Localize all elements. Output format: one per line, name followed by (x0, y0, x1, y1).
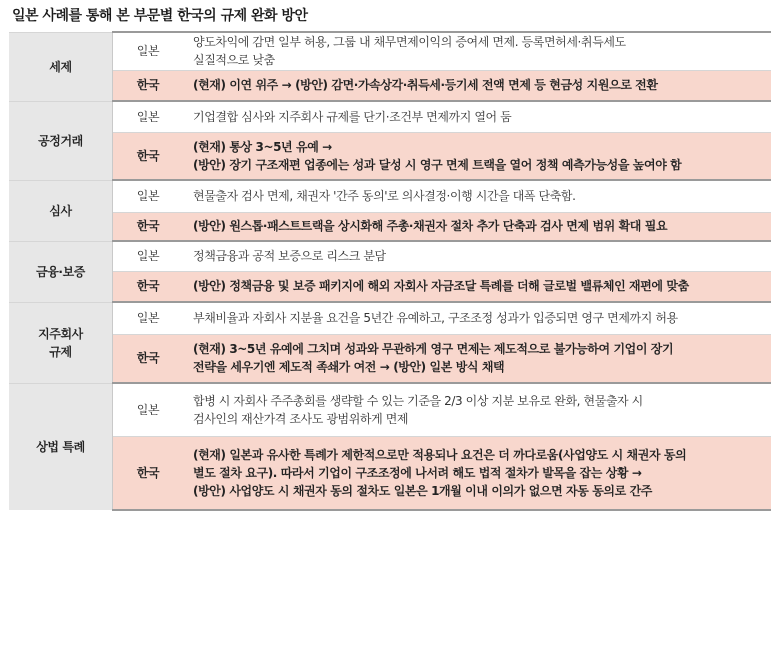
table-row (9, 302, 771, 334)
text-line: 별도 절차 요구). 따라서 기업이 구조조정에 나서려 해도 법적 절차가 발목을 잡는 상황 → (193, 465, 642, 480)
korea-measure-text (183, 70, 771, 101)
country-label-korea: 한국 (113, 436, 184, 510)
table-row (9, 212, 771, 241)
category-cell (9, 241, 113, 302)
country-label-korea: 한국 (113, 70, 184, 101)
korea-measure-text (183, 436, 771, 510)
table-row (9, 271, 771, 302)
table-row (9, 101, 771, 132)
category-label: 금융·보증 (36, 264, 85, 279)
category-label: 지주회사 (38, 326, 83, 341)
text-line: (현재) 일본과 유사한 특례가 제한적으로만 적용되나 요건은 더 까다로움(사업양도 시 채권자 동의 (193, 447, 687, 462)
category-label: 심사 (49, 203, 72, 218)
text-line: 양도차익에 감면 일부 허용, 그룹 내 채무면제이익의 증여세 면제. 등록면허세·취득세도 (193, 35, 626, 50)
japan-case-text (183, 241, 771, 271)
table-row (9, 180, 771, 212)
country-label-korea: 한국 (113, 132, 184, 180)
korea-measure-text (183, 132, 771, 180)
category-cell (9, 32, 113, 101)
table-row (9, 70, 771, 101)
korea-measure-text (183, 212, 771, 241)
text-line: 부채비율과 자회사 지분율 요건을 5년간 유예하고, 구조조정 성과가 입증되면 영구 면제까지 허용 (193, 311, 678, 326)
category-cell (9, 180, 113, 241)
korea-measure-text (183, 271, 771, 302)
japan-case-text (183, 32, 771, 70)
text-line: 검사인의 재산가격 조사도 광범위하게 면제 (193, 411, 409, 426)
regulation-comparison-table (9, 31, 771, 511)
table-row (9, 334, 771, 383)
table-row (9, 32, 771, 70)
text-line: (현재) 이연 위주 → (방안) 감면·가속상각·취득세·등기세 전액 면제 등 현금성 지원으로 전환 (193, 78, 658, 93)
country-label-korea: 한국 (113, 334, 184, 383)
text-line: 실질적으로 낮춤 (193, 53, 275, 68)
category-cell (9, 383, 113, 510)
country-label-japan: 일본 (113, 32, 184, 70)
text-line: 기업결합 심사와 지주회사 규제를 단기·조건부 면제까지 열어 둠 (193, 109, 512, 124)
text-line: (방안) 정책금융 및 보증 패키지에 해외 자회사 자금조달 특례를 더해 글로벌 밸류체인 재편에 맞춤 (193, 279, 689, 294)
text-line: 전략을 세우기엔 제도적 족쇄가 여전 → (방안) 일본 방식 채택 (193, 360, 505, 375)
country-label-korea: 한국 (113, 271, 184, 302)
category-cell (9, 302, 113, 383)
country-label-japan: 일본 (113, 101, 184, 132)
text-line: 현물출자 검사 면제, 채권자 '간주 동의'로 의사결정·이행 시간을 대폭 단축함. (193, 189, 576, 204)
text-line: (현재) 3~5년 유예에 그치며 성과와 무관하게 영구 면제는 제도적으로 불가능하여 기업이 장기 (193, 342, 674, 357)
category-cell (9, 101, 113, 180)
category-label: 공정거래 (38, 133, 83, 148)
category-label: 상법 특례 (36, 439, 85, 454)
country-label-japan: 일본 (113, 383, 184, 436)
country-label-korea: 한국 (113, 212, 184, 241)
category-label: 세제 (49, 59, 72, 74)
table-row (9, 241, 771, 271)
korea-measure-text (183, 334, 771, 383)
table-row (9, 132, 771, 180)
text-line: (방안) 장기 구조재편 업종에는 성과 달성 시 영구 면제 트랙을 열어 정책 예측가능성을 높여야 함 (193, 157, 682, 172)
country-label-japan: 일본 (113, 302, 184, 334)
table-title: 일본 사례를 통해 본 부문별 한국의 규제 완화 방안 (12, 8, 308, 24)
text-line: (현재) 통상 3~5년 유예 → (193, 139, 332, 154)
japan-case-text (183, 101, 771, 132)
text-line: 정책금융과 공적 보증으로 리스크 분담 (193, 249, 386, 264)
japan-case-text (183, 383, 771, 436)
text-line: 합병 시 자회사 주주총회를 생략할 수 있는 기준을 2/3 이상 지분 보유로 완화, 현물출자 시 (193, 393, 643, 408)
table-row (9, 383, 771, 436)
table-row (9, 436, 771, 510)
text-line: (방안) 원스톱·패스트트랙을 상시화해 주총·채권자 절차 추가 단축과 검사 면제 범위 확대 필요 (193, 219, 668, 234)
japan-case-text (183, 302, 771, 334)
japan-case-text (183, 180, 771, 212)
text-line: (방안) 사업양도 시 채권자 동의 절차도 일본은 1개월 이내 이의가 없으면 자동 동의로 간주 (193, 483, 652, 498)
country-label-japan: 일본 (113, 180, 184, 212)
category-label: 규제 (49, 344, 72, 359)
country-label-japan: 일본 (113, 241, 184, 271)
